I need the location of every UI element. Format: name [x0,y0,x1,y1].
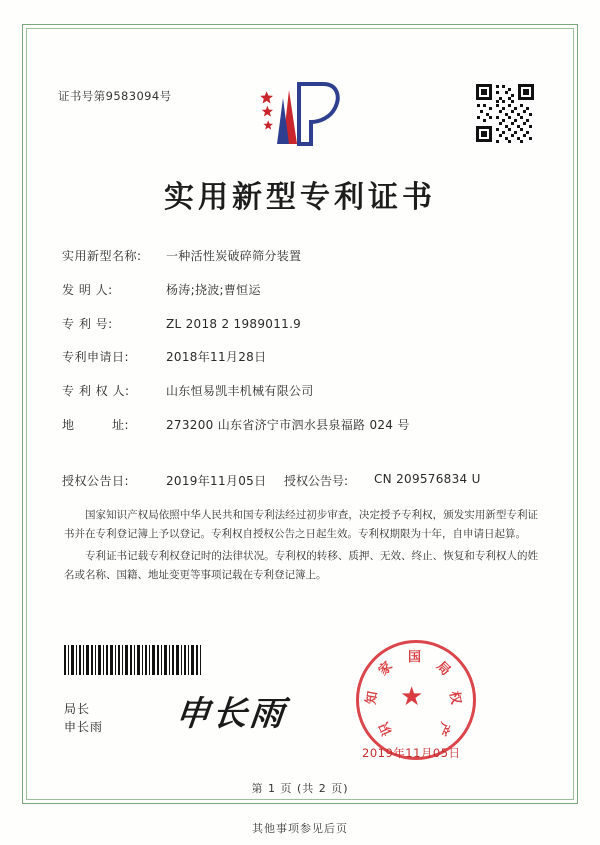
seal-char: 权 [446,690,464,706]
field-label: 专利申请日: [62,350,130,365]
field-row [62,383,542,400]
director-title: 局长 [64,702,91,716]
grant-date-value: 2019年11月05日 [166,474,267,488]
grant-row [62,472,542,489]
field-row [62,316,542,333]
field-label: 发 明 人: [62,282,113,297]
seal-char: 国 [408,650,422,665]
field-row [62,417,542,434]
official-seal [356,640,476,760]
field-label: 专 利 号: [62,316,113,331]
signature-label [64,700,103,736]
legal-text [64,506,538,588]
field-value: 杨涛;挠波;曹恒运 [166,282,261,297]
certificate-number: 证书号第9583094号 [58,89,172,103]
qr-code-icon [474,82,536,144]
field-list [62,248,542,451]
seal-date: 2019年11月05日 [362,746,461,760]
director-name: 申长雨 [64,720,104,734]
field-label: 实用新型名称: [62,249,142,263]
field-row [62,349,542,366]
footer-note: 其他事项参见后页 [252,822,348,835]
field-value: 山东恒易凯丰机械有限公司 [166,384,314,399]
field-label: 地 址: [62,417,130,432]
grant-date-label: 授权公告日: [62,474,130,488]
seal-char: 产 [433,719,453,738]
legal-paragraph: 国家知识产权局依照中华人民共和国专利法经过初步审查，决定授予专利权，颁发实用新型专利证书并在专利登记簿上予以登记。专利权自授权公告之日起生效。专利权期限为十年，自申请日起算。 [64,509,538,541]
patent-office-logo-icon [253,78,349,150]
field-value: 一种活性炭破碎筛分装置 [166,249,302,263]
legal-paragraph: 专利证书记载专利权登记时的法律状况。专利权的转移、质押、无效、终止、恢复和专利权人的姓名或名称、国籍、地址变更等事项记载在专利登记簿上。 [64,549,538,582]
field-value: 2018年11月28日 [166,350,267,365]
field-value: 273200 山东省济宁市泗水县泉福路 024 号 [166,417,410,432]
handwritten-signature: 申长雨 [173,694,289,734]
announcement-number-label: 授权公告号: [284,474,349,488]
seal-text [356,640,470,754]
field-row [62,282,542,299]
page-title: 实用新型专利证书 [164,180,436,215]
barcode-icon [64,645,204,675]
seal-star-icon: ★ [400,682,424,712]
seal-char: 家 [376,659,396,679]
seal-char: 知 [363,690,381,706]
seal-char: 局 [433,659,453,679]
field-row [62,248,542,265]
field-value: ZL 2018 2 1989011.9 [166,316,302,331]
page-number: 第 1 页 (共 2 页) [251,782,349,795]
field-label: 专 利 权 人: [62,384,130,399]
announcement-number-value: CN 209576834 U [374,472,481,486]
seal-char: 识 [376,719,396,738]
